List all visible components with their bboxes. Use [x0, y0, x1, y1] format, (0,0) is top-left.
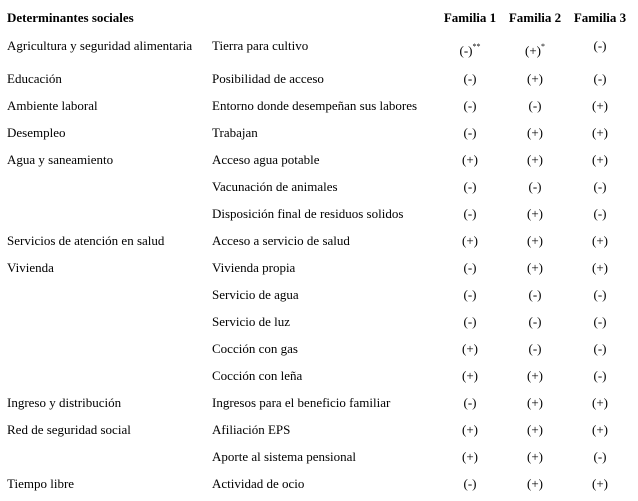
value-text: (-) — [593, 314, 607, 329]
familia-1-value — [440, 448, 500, 466]
value-text: (-) — [463, 71, 477, 86]
item-cell: Acceso agua potable — [212, 152, 320, 167]
value-text: (-) — [463, 98, 477, 113]
value-text: (-) — [463, 206, 477, 221]
familia-1-value — [440, 42, 500, 60]
familia-1-value — [440, 97, 500, 115]
value-text: (-) — [463, 287, 477, 302]
value-text: (-) — [593, 38, 607, 53]
item-cell: Posibilidad de acceso — [212, 71, 324, 86]
value-text: (-) — [528, 341, 542, 356]
familia-2-value — [505, 340, 565, 358]
table-row — [0, 286, 638, 304]
item-cell: Cocción con gas — [212, 341, 298, 356]
item-cell: Actividad de ocio — [212, 476, 305, 491]
value-text: (-) — [463, 476, 477, 491]
value-text: (+) — [527, 71, 543, 86]
value-text: (+) — [527, 125, 543, 140]
familia-3-value — [570, 232, 630, 250]
familia-1-value — [440, 178, 500, 196]
value-text: (-) — [463, 125, 477, 140]
familia-3-value — [570, 70, 630, 88]
value-text: (+) — [592, 233, 608, 248]
table-row — [0, 421, 638, 439]
footnote-marker: ** — [472, 42, 481, 51]
familia-2-value — [505, 475, 565, 493]
value-text: (-) — [463, 179, 477, 194]
item-cell: Trabajan — [212, 125, 258, 140]
value-text: (-) — [528, 98, 542, 113]
familia-3-value — [570, 259, 630, 277]
value-text: (+) — [592, 125, 608, 140]
item-cell: Servicio de luz — [212, 314, 290, 329]
table-row — [0, 205, 638, 223]
familia-3-value — [570, 340, 630, 358]
table-row — [0, 37, 638, 58]
table-row — [0, 367, 638, 385]
value-text: (+) — [462, 368, 478, 383]
determinante-cell: Educación — [7, 71, 62, 86]
determinante-cell: Tiempo libre — [7, 476, 75, 491]
header-familia-3: Familia 3 — [573, 10, 627, 25]
table-row — [0, 124, 638, 142]
value-text: (-) — [459, 43, 473, 58]
table-row — [0, 394, 638, 412]
determinante-cell: Ambiente laboral — [7, 98, 98, 113]
familia-1-value — [440, 286, 500, 304]
value-text: (-) — [593, 341, 607, 356]
table-row — [0, 97, 638, 115]
item-cell: Acceso a servicio de salud — [212, 233, 350, 248]
familia-2-value — [505, 151, 565, 169]
familia-1-value — [440, 367, 500, 385]
familia-3-value — [570, 178, 630, 196]
determinante-cell: Red de seguridad social — [7, 422, 131, 437]
item-cell: Servicio de agua — [212, 287, 299, 302]
item-cell: Entorno donde desempeñan sus labores — [212, 98, 418, 113]
familia-2-value — [505, 367, 565, 385]
value-text: (+) — [462, 233, 478, 248]
table-row — [0, 178, 638, 196]
determinante-cell: Servicios de atención en salud — [7, 233, 165, 248]
table-row — [0, 151, 638, 169]
item-cell: Disposición final de residuos solidos — [212, 206, 404, 221]
value-text: (+) — [592, 98, 608, 113]
familia-3-value — [570, 448, 630, 466]
familia-3-value — [570, 367, 630, 385]
value-text: (-) — [463, 260, 477, 275]
value-text: (+) — [527, 395, 543, 410]
familia-3-value — [570, 37, 630, 55]
value-text: (+) — [462, 152, 478, 167]
determinante-cell: Agua y saneamiento — [7, 152, 114, 167]
familia-3-value — [570, 313, 630, 331]
familia-2-value — [505, 313, 565, 331]
value-text: (+) — [527, 368, 543, 383]
table-row — [0, 313, 638, 331]
familia-2-value — [505, 70, 565, 88]
value-text: (+) — [527, 422, 543, 437]
determinante-cell: Agricultura y seguridad alimentaria — [7, 38, 193, 53]
familia-3-value — [570, 421, 630, 439]
item-cell: Tierra para cultivo — [212, 38, 309, 53]
familia-3-value — [570, 475, 630, 493]
value-text: (+) — [592, 152, 608, 167]
familia-1-value — [440, 313, 500, 331]
table-header-row — [0, 9, 638, 27]
value-text: (-) — [593, 449, 607, 464]
familia-2-value — [505, 286, 565, 304]
value-text: (+) — [462, 341, 478, 356]
value-text: (-) — [593, 206, 607, 221]
item-cell: Vivienda propia — [212, 260, 296, 275]
value-text: (+) — [592, 476, 608, 491]
value-text: (+) — [462, 422, 478, 437]
value-text: (+) — [527, 152, 543, 167]
value-text: (-) — [593, 179, 607, 194]
header-familia-2: Familia 2 — [508, 10, 562, 25]
value-text: (+) — [592, 395, 608, 410]
familia-1-value — [440, 421, 500, 439]
familia-2-value — [505, 448, 565, 466]
familia-1-value — [440, 340, 500, 358]
familia-2-value — [505, 205, 565, 223]
familia-2-value — [505, 232, 565, 250]
table-row — [0, 448, 638, 466]
table-row — [0, 232, 638, 250]
familia-1-value — [440, 124, 500, 142]
familia-1-value — [440, 70, 500, 88]
familia-1-value — [440, 151, 500, 169]
familia-2-value — [505, 394, 565, 412]
item-cell: Afiliación EPS — [212, 422, 291, 437]
table-row — [0, 475, 638, 493]
value-text: (+) — [527, 233, 543, 248]
header-familia-1: Familia 1 — [443, 10, 497, 25]
table-row — [0, 340, 638, 358]
familia-1-value — [440, 394, 500, 412]
item-cell: Vacunación de animales — [212, 179, 338, 194]
familia-3-value — [570, 124, 630, 142]
familia-1-value — [440, 232, 500, 250]
value-text: (+) — [527, 476, 543, 491]
value-text: (-) — [593, 368, 607, 383]
determinante-cell: Vivienda — [7, 260, 54, 275]
item-cell: Ingresos para el beneficio familiar — [212, 395, 391, 410]
familia-1-value — [440, 205, 500, 223]
value-text: (-) — [463, 395, 477, 410]
determinante-cell: Desempleo — [7, 125, 66, 140]
footnote-marker: * — [541, 42, 545, 51]
familia-2-value — [505, 421, 565, 439]
table-row — [0, 259, 638, 277]
determinante-cell: Ingreso y distribución — [7, 395, 122, 410]
item-cell: Cocción con leña — [212, 368, 303, 383]
familia-2-value — [505, 42, 565, 60]
header-determinantes: Determinantes sociales — [7, 10, 134, 25]
familia-2-value — [505, 97, 565, 115]
value-text: (+) — [527, 206, 543, 221]
value-text: (+) — [462, 449, 478, 464]
value-text: (+) — [592, 422, 608, 437]
value-text: (-) — [593, 71, 607, 86]
value-text: (-) — [463, 314, 477, 329]
familia-3-value — [570, 97, 630, 115]
familia-1-value — [440, 475, 500, 493]
value-text: (-) — [528, 179, 542, 194]
value-text: (+) — [592, 260, 608, 275]
familia-2-value — [505, 259, 565, 277]
familia-3-value — [570, 151, 630, 169]
value-text: (-) — [528, 314, 542, 329]
value-text: (+) — [525, 43, 541, 58]
value-text: (+) — [527, 449, 543, 464]
item-cell: Aporte al sistema pensional — [212, 449, 357, 464]
familia-1-value — [440, 259, 500, 277]
familia-2-value — [505, 124, 565, 142]
familia-2-value — [505, 178, 565, 196]
familia-3-value — [570, 286, 630, 304]
table-row — [0, 70, 638, 88]
value-text: (+) — [527, 260, 543, 275]
value-text: (-) — [528, 287, 542, 302]
value-text: (-) — [593, 287, 607, 302]
familia-3-value — [570, 394, 630, 412]
familia-3-value — [570, 205, 630, 223]
